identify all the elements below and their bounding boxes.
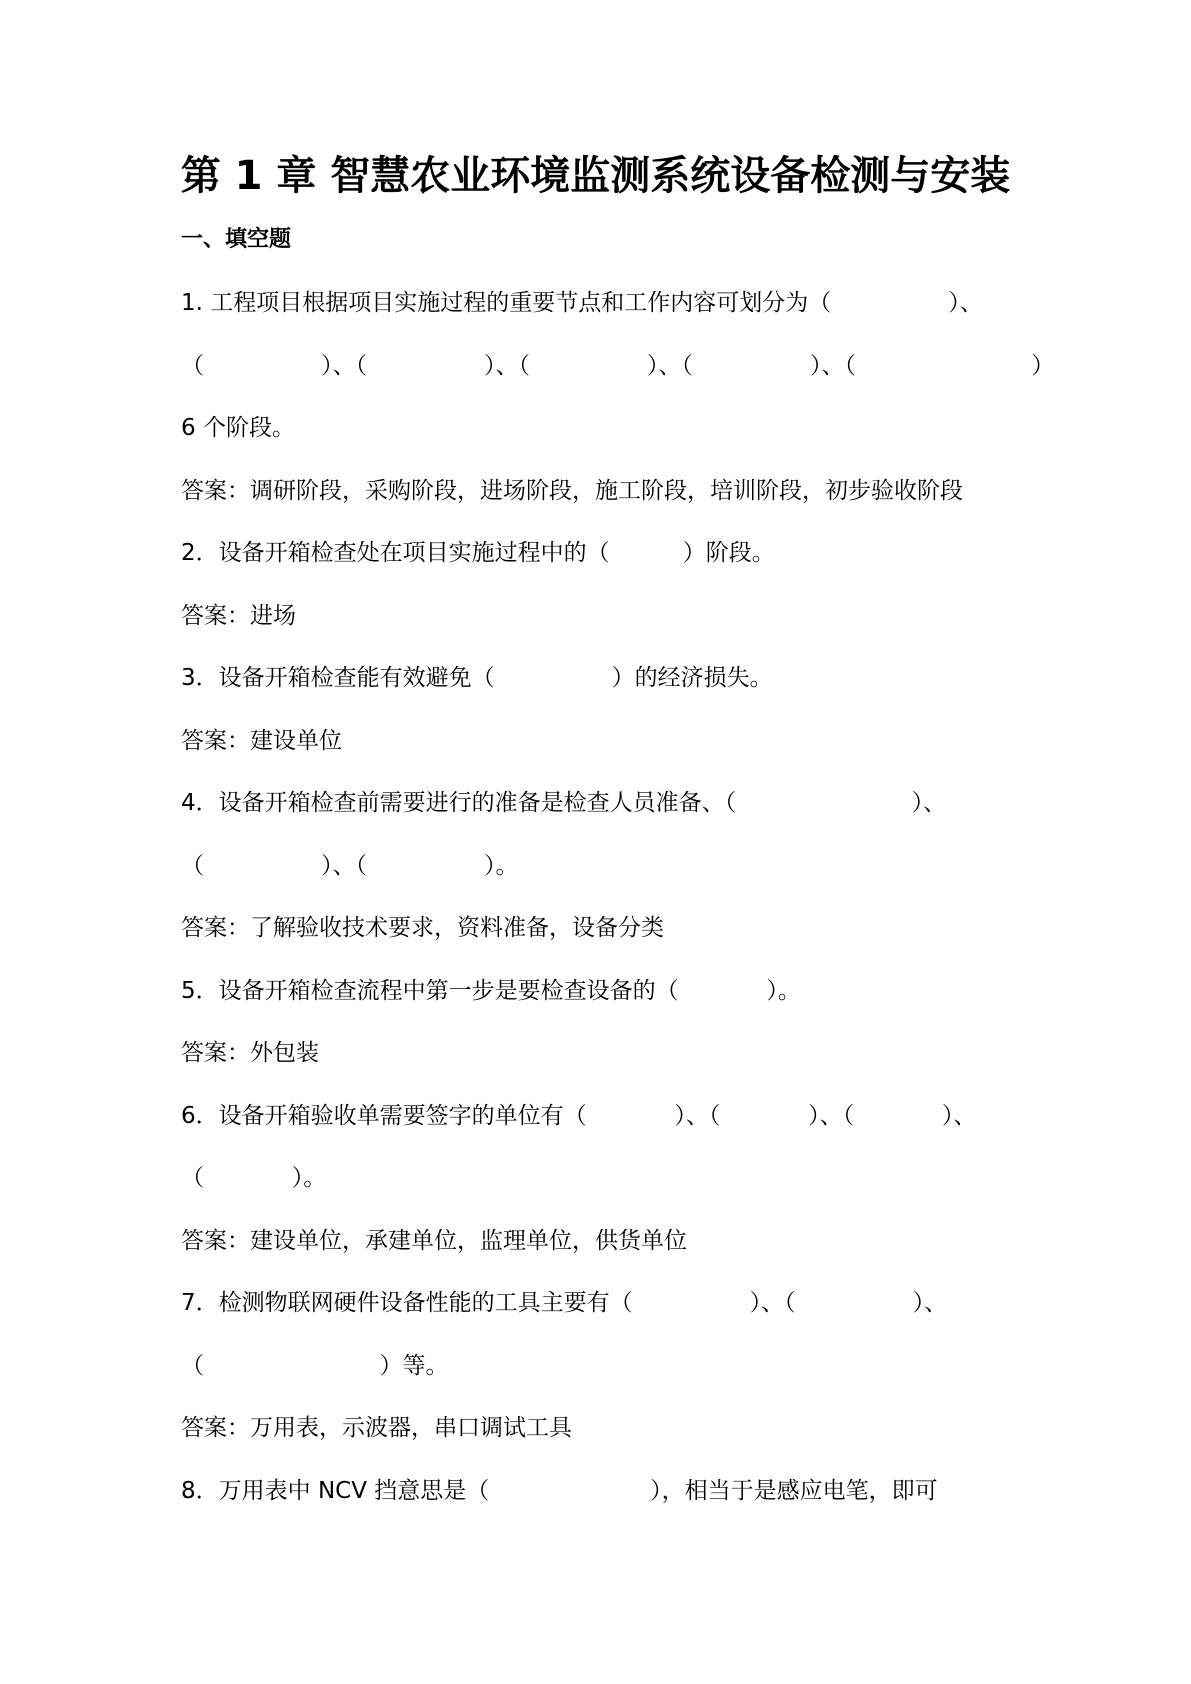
- answer-4: 答案：了解验收技术要求，资料准备，设备分类: [181, 915, 664, 941]
- question-1-line-1: 1. 工程项目根据项目实施过程的重要节点和工作内容可划分为（ ）、: [181, 290, 983, 316]
- question-7-line-1: 7．检测物联网硬件设备性能的工具主要有（ ）、（ ）、: [181, 1290, 948, 1316]
- question-4-line-1: 4．设备开箱检查前需要进行的准备是检查人员准备、（ ）、: [181, 790, 947, 816]
- question-1-line-2: （ ）、（ ）、（ ）、（ ）、（ ）: [181, 353, 1055, 379]
- question-3: 3．设备开箱检查能有效避免（ ）的经济损失。: [181, 665, 773, 691]
- chapter-title: 第 1 章 智慧农业环境监测系统设备检测与安装: [180, 153, 1011, 199]
- answer-7: 答案：万用表，示波器，串口调试工具: [181, 1415, 572, 1441]
- question-2: 2．设备开箱检查处在项目实施过程中的（ ）阶段。: [181, 540, 775, 566]
- question-4-line-2: （ ）、（ ）。: [181, 853, 519, 879]
- answer-2: 答案：进场: [181, 603, 296, 629]
- question-6-line-1: 6．设备开箱验收单需要签字的单位有（ ）、（ ）、（ ）、: [181, 1103, 977, 1129]
- answer-5: 答案：外包装: [181, 1040, 319, 1066]
- section-heading: 一、填空题: [181, 227, 292, 252]
- question-5: 5．设备开箱检查流程中第一步是要检查设备的（ ）。: [181, 978, 801, 1004]
- question-1-line-3: 6 个阶段。: [181, 415, 295, 441]
- answer-1: 答案：调研阶段，采购阶段，进场阶段，施工阶段，培训阶段，初步验收阶段: [181, 478, 963, 504]
- question-6-line-2: （ ）。: [181, 1165, 327, 1191]
- question-8-line-1: 8．万用表中 NCV 挡意思是（ ），相当于是感应电笔，即可: [181, 1478, 938, 1504]
- question-7-line-2: （ ）等。: [181, 1353, 449, 1379]
- answer-6: 答案：建设单位，承建单位，监理单位，供货单位: [181, 1228, 687, 1254]
- answer-3: 答案：建设单位: [181, 728, 342, 754]
